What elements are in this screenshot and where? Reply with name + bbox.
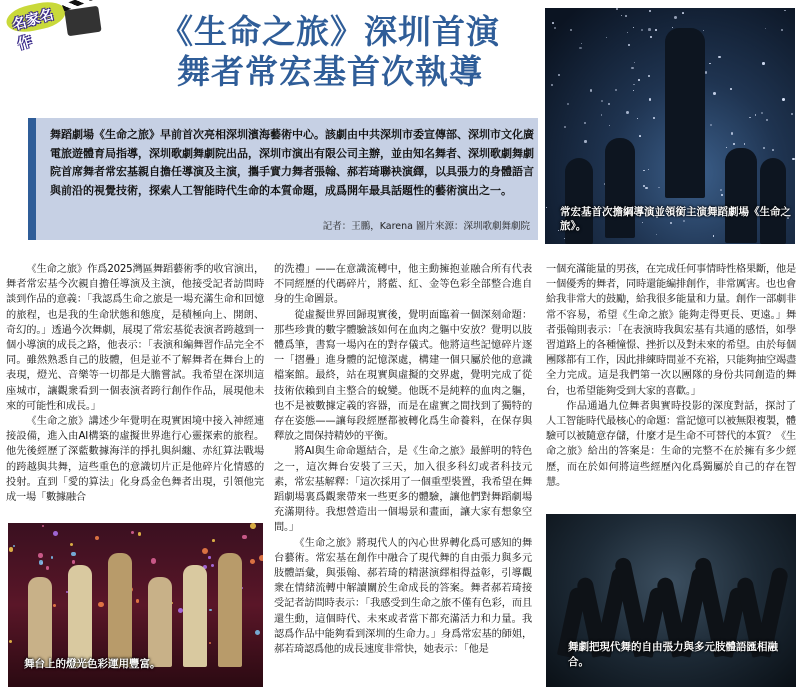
confetti-light [259,555,263,561]
light-speck [639,135,641,137]
article-column-2 [274,262,532,657]
light-speck [590,89,593,92]
paragraph: 《生命之旅》將現代人的內心世界轉化爲可感知的舞台藝術。常宏基在創作中融合了現代舞的自由張力與多元肢體語彙，與張翰、郝若琦的精湛演繹相得益彰，引導觀衆在情緒流轉中解讀關於生命成長的答案。舞者郝若琦接受記者訪問時表示：「我感受到生命之旅不僅有色彩，而且還生動，這個時代、未來或者當下都充滿活力和力量。我認爲作品中能夠看到深圳的生命力。」身爲常宏基的師姐，郝若琦認爲他的成長速度非常快，她表示：「他是 [274,537,532,656]
confetti-light [208,556,210,558]
dancer-figure [68,565,92,667]
light-speck [551,84,553,86]
light-speck [558,74,560,76]
light-speck [641,29,643,31]
confetti-light [242,535,247,540]
light-speck [621,15,622,16]
light-speck [608,103,610,105]
article-column-3 [546,262,796,490]
confetti-light [136,599,140,603]
confetti-light [209,642,211,644]
confetti-light [51,556,54,559]
light-speck [615,89,617,91]
confetti-light [38,553,42,557]
light-speck [713,235,715,237]
light-speck [633,27,635,29]
confetti-light [138,532,141,535]
confetti-light [70,543,73,546]
light-speck [718,56,721,59]
confetti-light [72,560,76,564]
section-badge [4,0,68,53]
light-speck [570,29,572,31]
light-speck [731,132,734,135]
light-speck [749,117,751,119]
paragraph: 從虛擬世界回歸現實後，覺明面臨着一個深刻命題：那些珍貴的數字體驗該如何在血肉之軀中安放？覺明以肢體爲筆，書寫一場內在的對存儀式。他將這些記憶碎片逐一「摺疊」進身體的記憶深處，構建一個只屬於他的意識檔案館。最終，站在現實與虛擬的交界處，覺明完成了從技術依賴到自主整合的蛻變。他既不是純粹的血肉之軀，也不是被數據定義的容器，而是在虛實之間找到了獨特的存在姿態——讓每段經歷都被轉化爲生命養料，在保存與釋放之間保持精妙的平衡。 [274,309,532,443]
light-speck [766,119,767,120]
dancer-silhouette [665,28,705,198]
light-speck [674,16,677,19]
light-speck [626,111,629,114]
light-speck [552,22,554,24]
light-speck [606,37,607,38]
light-speck [653,117,655,119]
light-speck [649,98,652,101]
light-speck [730,88,732,90]
light-speck [650,36,652,38]
light-speck [616,8,618,10]
confetti-light [9,547,14,552]
light-speck [601,114,602,115]
light-speck [655,29,657,31]
confetti-light [53,531,58,536]
light-speck [609,125,610,126]
light-speck [703,30,705,32]
light-speck [682,12,684,14]
paragraph: 將AI與生命命題結合，是《生命之旅》最鮮明的特色之一，這次舞台安裝了三天，加入很多科幻或者科技元素，常宏基解釋：「這次採用了一個重型裝置，我希望在舞蹈劇場裏爲觀衆帶來一些更多的體驗，讓他們對舞蹈劇場充滿期待。我想營造出一個場景和畫面，讓大家有想象空間。」 [274,446,532,534]
light-speck [649,10,651,12]
byline-credit: 記者：王鵬，Karena 圖片來源：深圳歌劇舞劇院 [322,221,530,232]
dancer-figure [108,553,132,667]
confetti-light [255,630,260,635]
confetti-light [9,640,12,643]
confetti-light [46,566,50,570]
light-speck [625,15,627,17]
light-speck [791,113,792,114]
light-speck [628,44,630,46]
paragraph: 《生命之旅》作爲2025灣區舞蹈藝術季的收官演出，舞者常宏基今次親自擔任導演及主演，他接受記者訪問時談到作品的意義：「我認爲生命之旅是一場充滿生命和回憶的旅程，也是我的生命狀態和態度，是積極向上、開朗、奇幻的。」透過今次舞劇，展現了常宏基從表演者跨越到一個小導演的成長之路，他表示：「表演和編舞習作品完全不同。雖然熟悉自己的肢體，但是並不了解舞者在舞台上的表現，燈光、音樂等一切都是大膽嘗試。我希望在深圳這座城市，讓觀衆看到一個表演者跨行創作作品，展現他未來的可能性和成長。」 [6,264,264,412]
headline-line-2: 舞者常宏基首次執導 [177,52,483,91]
light-speck [763,147,765,149]
light-speck [733,143,736,146]
light-speck [705,71,707,73]
light-speck [761,112,763,114]
light-speck [792,158,794,160]
light-speck [579,47,582,50]
light-speck [627,32,628,33]
confetti-light [95,536,99,540]
paragraph: 一個充滿能量的男孩，在完成任何事情時性格果斷，他是一個優秀的舞者，同時還能編排創作，非常厲害。也也會給我非常大的鼓勵，給我很多能量和力量。創作一部劇非常不容易，希望《生命之旅》能夠走得更長、更遠。」舞者張翰則表示：「在表演時我與宏基有共通的感悟，如學習道路上的各種憧憬、挫折以及對未來的希望。由於每個團隊都有工作，因此排練時間並不充裕，只能夠抽空竭盡全力完成。這是我們第一次以團隊的身份共同創造的舞台，也希望能夠受到大家的喜歡。」 [546,264,796,397]
light-speck [584,122,586,124]
light-speck [710,124,712,126]
photo-caption-top: 常宏基首次擔綱導演並領銜主演舞蹈劇場《生命之旅》。 [560,206,791,232]
confetti-light [53,604,56,607]
light-speck [638,79,640,81]
light-speck [721,194,723,196]
headline-line-1: 《生命之旅》深圳首演 [160,12,500,51]
confetti-light [42,525,44,527]
light-speck [634,62,635,63]
confetti-light [13,545,15,547]
light-speck [720,189,722,191]
section-label: 名家名作 [10,6,56,53]
light-speck [546,207,547,208]
light-speck [554,27,555,28]
light-speck [658,187,659,188]
light-speck [631,67,634,70]
dancer-figure [28,577,52,667]
light-speck [558,230,559,231]
light-speck [648,75,650,77]
light-speck [584,140,586,142]
confetti-light [212,539,215,542]
light-speck [567,103,569,105]
clapperboard-icon [64,6,101,36]
intro-accent-bar [28,118,36,240]
photo-caption-bottom-left: 舞台上的燈光色彩運用豐富。 [24,658,161,670]
paragraph: 《生命之旅》講述少年覺明在現實困境中接入神經連接設備，進入由AI構築的虛擬世界進行心靈探索的旅程。他先後經歷了深藍數據海洋的掙扎與糾纏、赤紅算法戰場的跨越與共舞，這些重色的意識切片正是他碎片化情感的投射。直到「愛的算法」化身爲金色舞者出現，引領他完成一場「數據融合 [6,416,264,504]
light-speck [709,63,710,64]
light-speck [601,100,603,102]
light-speck [782,98,785,101]
light-speck [656,234,657,235]
light-speck [581,43,582,44]
dancer-figure [183,565,207,667]
confetti-light [39,560,43,564]
paragraph: 作品通過九位舞者與實時投影的深度對話，探討了人工智能時代最核心的命題：當記憶可以被無限複製，體驗可以被隨意存儲，什麼才是生命不可替代的本質？《生命之旅》給出的答案是：生命的完整不在於擁有多少經歷，而在於如何將這些經歷內化爲獨屬於自己的存在智慧。 [546,400,796,488]
light-speck [648,169,649,170]
light-speck [744,143,745,144]
light-speck [781,29,783,31]
confetti-light [98,602,103,607]
confetti-light [211,564,214,567]
light-speck [633,90,634,91]
dancer-figure [218,553,242,667]
light-speck [645,187,647,189]
dancer-figure [148,577,172,667]
light-speck [762,62,764,64]
confetti-light [131,531,134,534]
light-speck [726,147,727,148]
confetti-light [71,552,75,556]
light-speck [755,114,757,116]
light-speck [648,28,651,31]
light-speck [643,170,644,171]
intro-text: 舞蹈劇場《生命之旅》早前首次亮相深圳濱海藝術中心。該劇由中共深圳市委宣傳部、深圳市文化廣電旅遊體育局指導，深圳歌劇舞劇院出品，深圳市演出有限公司主辦，並由知名舞者、深圳歌劇舞劇院首席舞者常宏基親自擔任導演及主演，攜手實力舞者張翰、郝若琦聯袂演繹，以具張力的身體語言與前沿的視覺技術，探索人工智能時代生命的本質命題，成爲開年最具話題性的藝術演出之一。 [50,128,534,197]
confetti-light [250,523,256,529]
light-speck [713,92,716,95]
light-speck [772,149,774,151]
photo-caption-bottom-right: 舞劇把現代舞的自由張力與多元肢體語匯相融合。 [568,641,778,668]
confetti-light [151,558,156,563]
article-column-1 [6,262,264,505]
confetti-light [209,609,212,612]
light-speck [784,10,786,12]
paragraph: 的洗禮」——在意識流轉中，他主動擁抱並融合所有代表不同經歷的代碼碎片，將藍、紅、金等色彩全部整合進自身的生命圖景。 [274,264,532,306]
light-speck [765,28,766,29]
headline [130,12,530,92]
light-speck [637,118,638,119]
section-logo [0,0,112,53]
light-speck [564,126,566,128]
confetti-light [202,548,208,554]
confetti-light [250,559,255,564]
light-speck [633,84,635,86]
